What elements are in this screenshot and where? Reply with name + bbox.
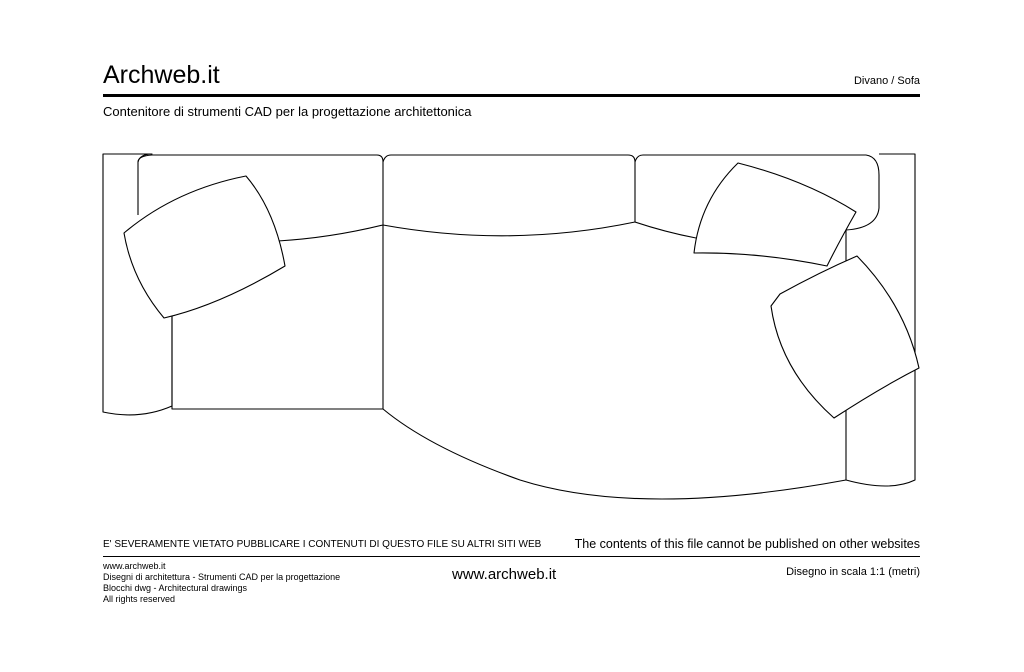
middle-back [383,155,635,236]
footer-line: All rights reserved [103,594,176,604]
footer-divider [103,556,920,557]
footer-website-link[interactable]: www.archweb.it [452,566,557,583]
copyright-notice-italian: E' SEVERAMENTE VIETATO PUBBLICARE I CONTENUTI DI QUESTO FILE SU ALTRI SITI WEB [103,539,542,550]
footer-line: Disegni di architettura - Strumenti CAD per la progettazione [103,572,341,582]
drawing-scale: Disegno in scala 1:1 (metri) [786,566,920,578]
right-cushion-upper [694,163,856,266]
right-back-line [635,222,696,238]
brand-logo-text: Archweb.it [103,61,220,89]
curved-seat-front [383,409,846,499]
drawing-category: Divano / Sofa [853,75,920,87]
copyright-notice-english: The contents of this file cannot be published on other websites [574,537,920,551]
header-subtitle: Contenitore di strumenti CAD per la progettazione architettonica [103,104,472,119]
left-cushion [124,176,285,318]
footer-line: www.archweb.it [103,561,166,571]
footer-line: Blocchi dwg - Architectural drawings [103,583,248,593]
right-cushion-lower [771,256,919,418]
footer-info [103,561,340,605]
